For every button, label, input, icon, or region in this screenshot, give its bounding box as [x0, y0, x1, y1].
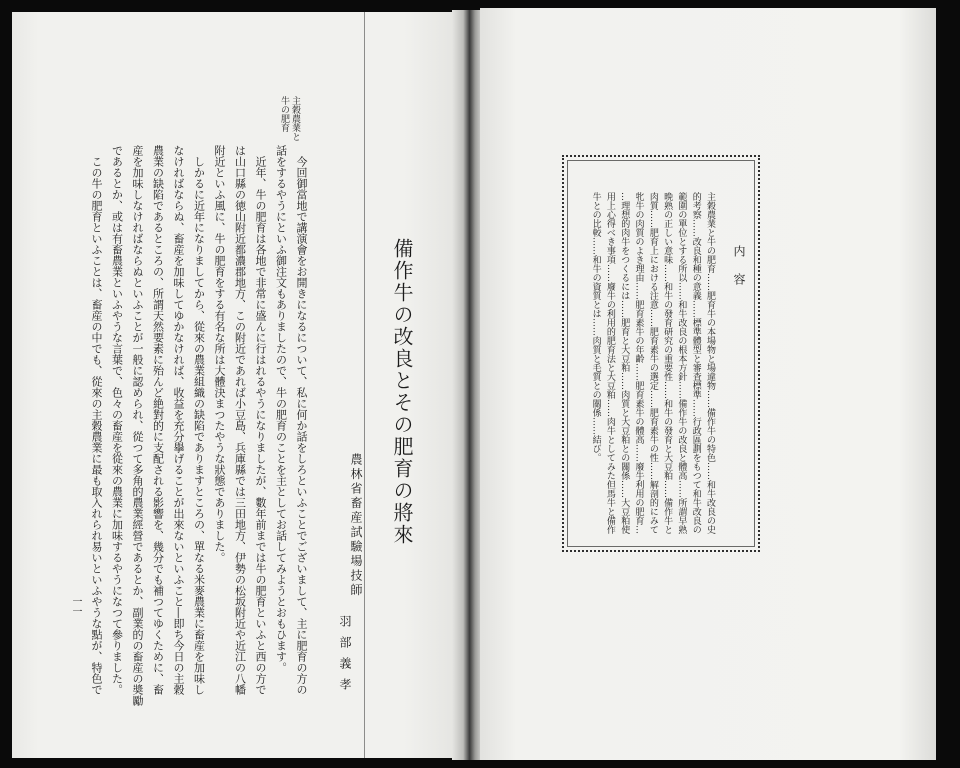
chapter-title: 備作牛の改良とその肥育の將來 [390, 238, 414, 546]
body-line: この牛の肥育といふことは、畜産の中でも、從來の主穀農業に最も取入れられ易いといふやうな點が、特色で [90, 156, 103, 695]
body-line: 話をするやうにといふ御注文もありましたので、牛の肥育のことを主としてお話してみようとおもひます。 [274, 145, 288, 673]
author-name: 羽部義孝 [338, 615, 352, 699]
body-line: 産を加味しなければならぬといふことが一般に認められ、從つて多角的農業經營であるとか、副業的の畜産の奬勵 [131, 145, 144, 706]
toc-line: …理想的肉牛をつくるには……肥育と大豆粕……肉質と大豆粕との關係……大豆粕使 [619, 192, 630, 534]
toc-line: 牛との比較……和牛の資質とは……肉質と毛質との關係……結び。 [590, 192, 601, 462]
table-of-contents-box [562, 155, 760, 552]
toc-list [588, 192, 717, 542]
body-line: しかるに近年になりましてから、從來の農業組織の缺陷でありますところの、單なる米麥農業に畜産を加味し [192, 156, 206, 695]
running-header-line: 主穀農業と [290, 96, 300, 141]
author-affiliation: 農林省畜産試驗場技師 [349, 453, 363, 598]
body-line: であるとか、或は有畜農業といふやうな言葉で、色々の畜産を從來の農業に加味するやうになつて參りました。 [110, 145, 124, 695]
toc-line: 肉質……肥育上における注意……肥育素牛の選定……肥育素牛の性……解剖的にみて [647, 192, 658, 534]
body-line: なければならぬ、畜産を加味してゆかなければ、收益を充分擧げることが出來ないといふこと―即ち今日の主穀 [172, 145, 185, 695]
toc-line: 牝牛の肉質のよき理由……肥育素牛の年齢……肥育素牛の體高……廢牛利用の肥育… [633, 192, 644, 534]
body-line: 今回御當地で講演會をお開きになるについて、私に何か話をしろといふことでございまして、主に肥育の方の [295, 156, 308, 695]
body-line: 近年、牛の肥育は各地で非常に盛んに行はれるやうになりましたが、數年前までは牛の肥育といふと西の方で [254, 156, 267, 695]
left-page [12, 12, 458, 758]
toc-line: 晩熟の正しい意味……和牛の發育研究の重要性……和牛の發育と大豆粕……備作牛と [662, 192, 673, 534]
toc-line: 用上心得べき事項……廢牛の利用的肥育法と大豆粕……肉牛としてみた但馬牛と備作 [604, 192, 615, 534]
body-line: 附近といふ風に、牛の肥育をする有名な所は大體決まつたやうな狀態でありました。 [213, 145, 226, 563]
right-page [480, 8, 936, 760]
page-number: 一一 [70, 596, 81, 616]
toc-heading: 内容 [732, 245, 746, 301]
body-line: は山口縣の徳山附近都濃郡地方、この附近であれば小豆島、兵庫縣では三田地方、伊勢の松坂附近や近江の八幡 [233, 145, 247, 695]
toc-line: 範圍の單位とする所以……和牛改良の根本方針……備作牛の改良と體高……所謂早熟 [676, 192, 687, 534]
toc-line: 的考察……改良和種の意義……標準體型と審査標準……行政區劃をもつて和牛改良の [690, 192, 701, 534]
body-line: 農業の缺陷であるところの、所謂天然要素に殆んど絶對的に支配される影響を、幾分でも補つてゆくために、畜 [151, 145, 165, 695]
running-header-line: 牛の肥育 [279, 96, 289, 132]
page-edge-line [364, 12, 365, 758]
toc-line: 主穀農業と牛の肥育……肥育牛の本場物と場違物……備作牛の特色……和牛改良の史 [705, 192, 715, 534]
body-text [86, 145, 312, 713]
